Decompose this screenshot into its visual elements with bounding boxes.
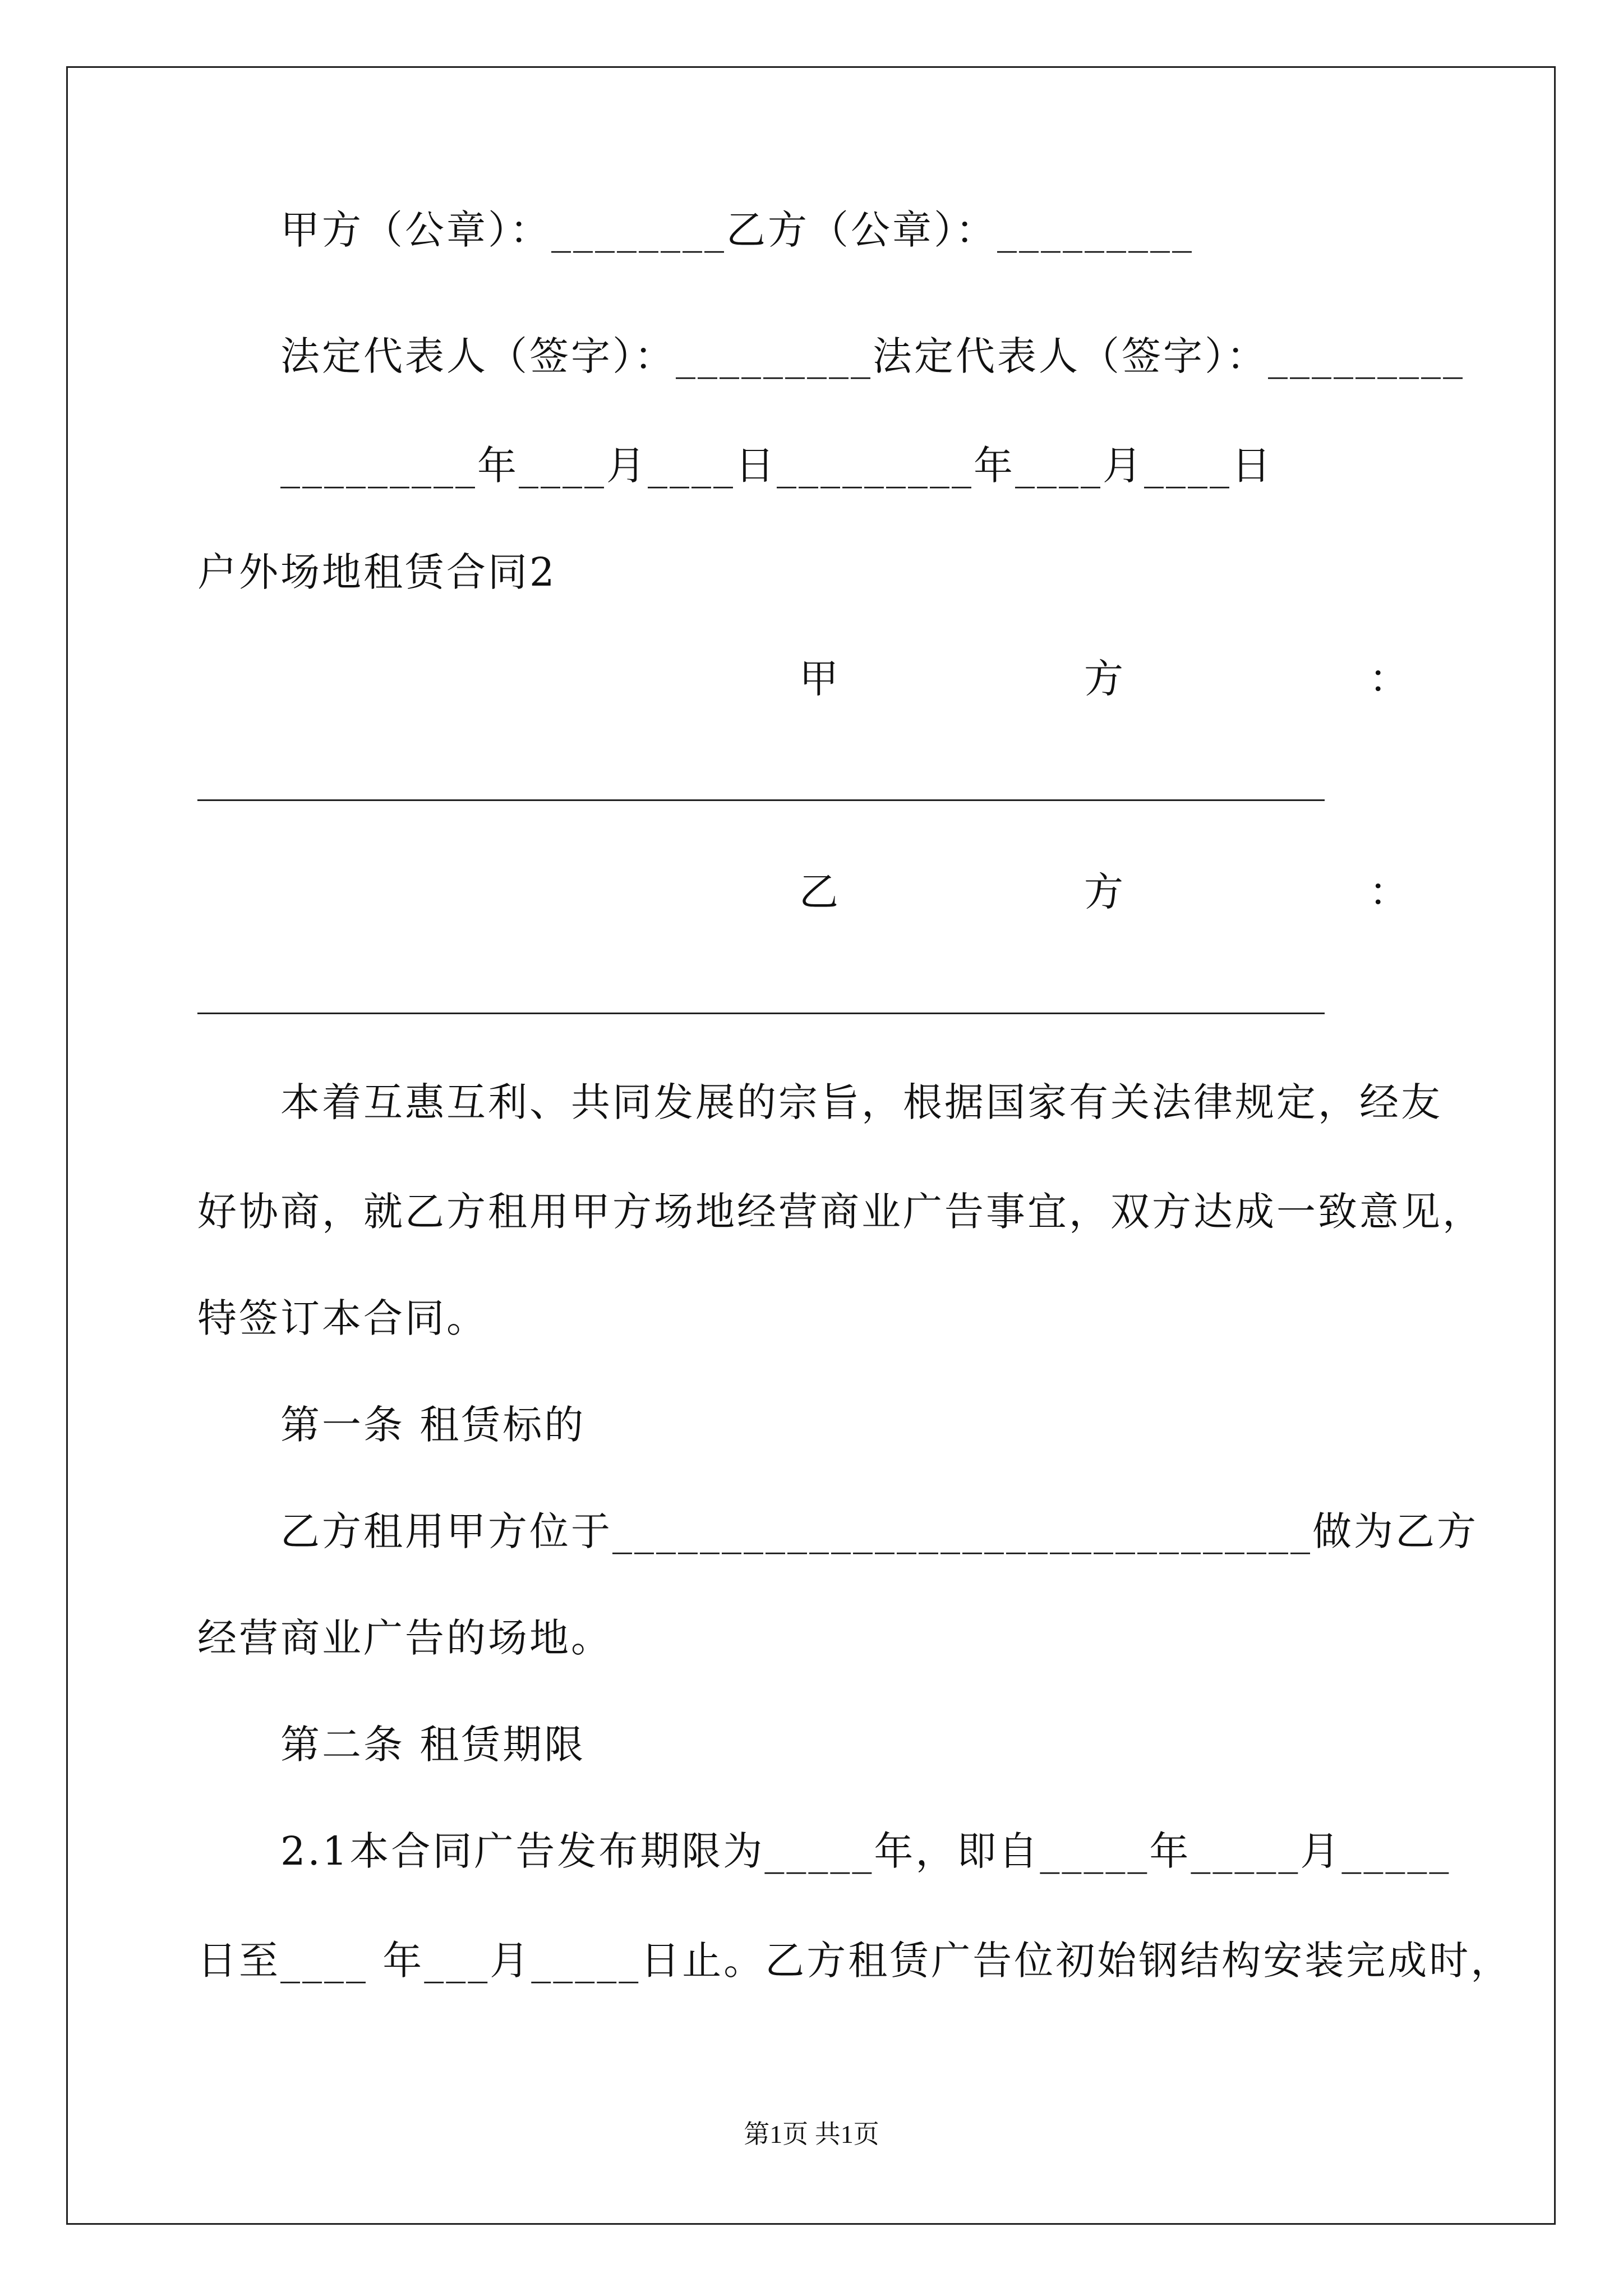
party-b-label: [799, 867, 1410, 917]
party-b-char-1: 乙: [799, 869, 841, 915]
page-number-footer: 第1页 共1页: [744, 2120, 879, 2148]
article-1-text-line-2: 经营商业广告的场地。: [197, 1615, 612, 1661]
signature-seal-line: 甲方（公章）：________乙方（公章）：_________: [280, 207, 1194, 253]
party-b-blank-line: [197, 1013, 1325, 1014]
party-a-blank-line: [197, 799, 1325, 801]
signature-date-line: _________年____月____日_________年____月____日: [280, 443, 1273, 489]
article-1-heading: 第一条 租赁标的: [280, 1402, 586, 1448]
intro-paragraph-line-3: 特签订本合同。: [197, 1295, 488, 1341]
intro-paragraph-line-2: 好协商，就乙方租用甲方场地经营商业广告事宜，双方达成一致意见，: [197, 1189, 1484, 1235]
article-2-text-line-2: 日至____ 年___月_____日止。乙方租赁广告位初始钢结构安装完成时，: [197, 1938, 1513, 1984]
party-a-label: [799, 654, 1410, 704]
signature-representative-line: 法定代表人（签字）：_________法定代表人（签字）：_________: [280, 333, 1465, 379]
party-a-char-1: 甲: [799, 656, 841, 702]
intro-paragraph-line-1: 本着互惠互利、共同发展的宗旨，根据国家有关法律规定，经友: [280, 1079, 1442, 1125]
article-2-heading: 第二条 租赁期限: [280, 1722, 586, 1768]
page-border: [66, 66, 1556, 2225]
party-b-colon: ：: [1369, 869, 1410, 915]
contract-title: 户外场地租赁合同2: [197, 549, 557, 595]
article-1-text-line-1: 乙方租用甲方位于________________________________做为乙方: [280, 1508, 1478, 1554]
party-a-char-2: 方: [1084, 656, 1126, 702]
party-a-colon: ：: [1369, 656, 1410, 702]
article-2-text-line-1: 2.1本合同广告发布期限为_____年，即自_____年_____月_____: [280, 1828, 1451, 1874]
party-b-char-2: 方: [1084, 869, 1126, 915]
